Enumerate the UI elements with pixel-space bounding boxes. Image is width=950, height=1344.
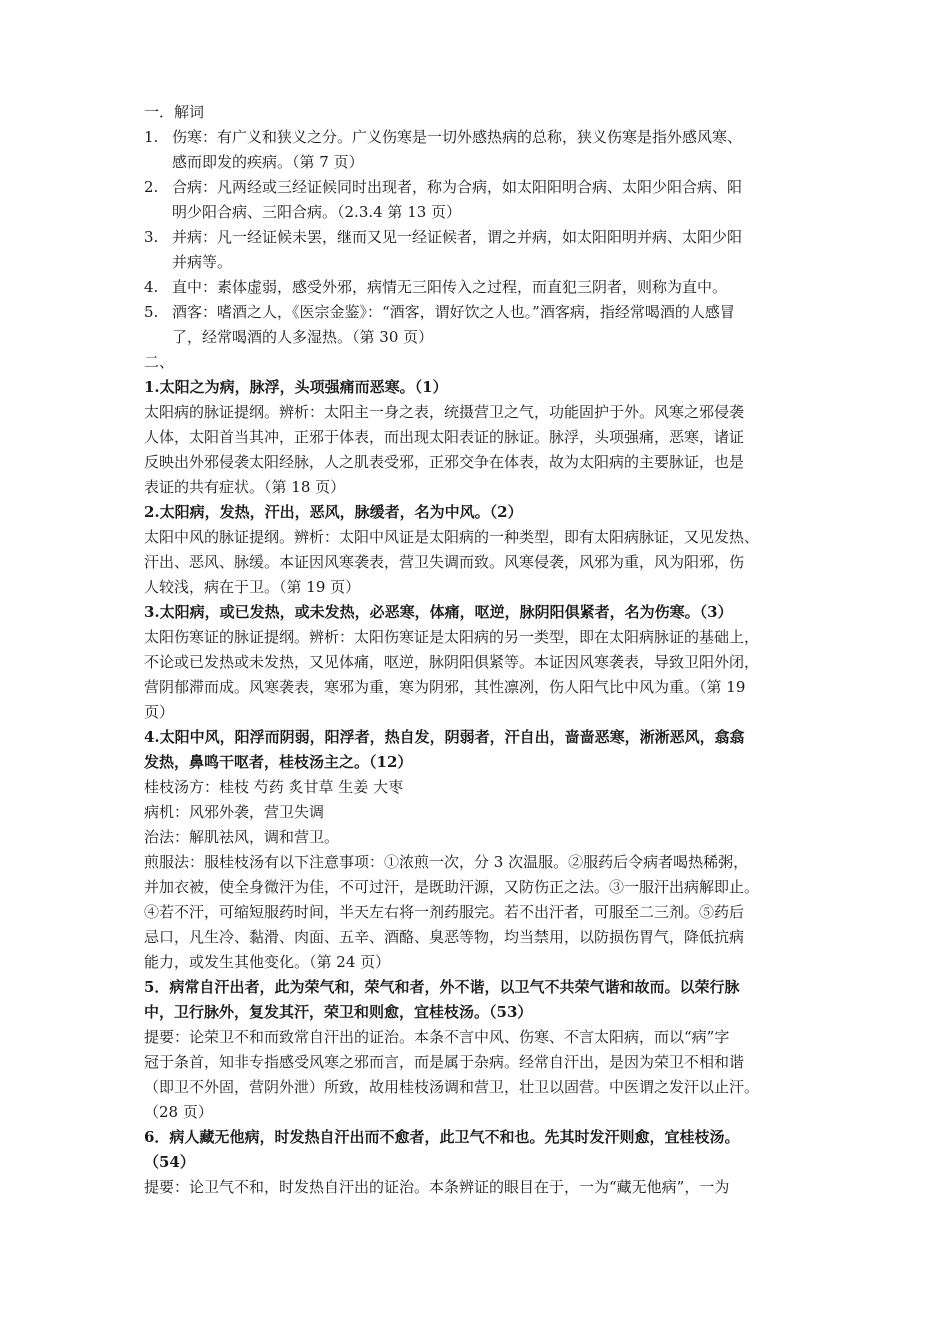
clause-body-line: 煎服法：服桂枝汤有以下注意事项：①浓煎一次，分 3 次温服。②服药后令病者喝热稀粥， [144, 853, 749, 871]
clause-body-line: ④若不汗，可缩短服药时间，半天左右将一剂药服完。若不出汗者，可服至二三剂。⑤药后 [144, 903, 745, 921]
term-item-2 [144, 175, 820, 225]
clause-body-line: 人较浅，病在于卫。（第 19 页） [144, 578, 361, 596]
clause-body-line: 并加衣被，使全身微汗为佳，不可过汗，是既助汗源，又防伤正之法。③一服汗出病解即止。 [144, 878, 760, 896]
clause-body-line: 提要：论荣卫不和而致常自汗出的证治。本条不言中风、伤寒、不言太阳病，而以“病”字 [144, 1028, 730, 1046]
clause-entry [144, 1125, 820, 1200]
clause-body-line: 不论或已发热或未发热，又见体痛，呕逆，脉阴阳俱紧等。本证因风寒袭表，导致卫阳外闭， [144, 653, 760, 671]
term-item-3 [144, 225, 820, 275]
clause-title-line: 1.太阳之为病，脉浮，头项强痛而恶寒。（1） [144, 378, 448, 396]
term-item-1 [144, 125, 820, 175]
term-line: 合病：凡两经或三经证候同时出现者，称为合病，如太阳阳明合病、太阳少阳合病、阳 [172, 178, 743, 196]
term-line: 感而即发的疾病。（第 7 页） [172, 153, 364, 171]
clause-body-line: 提要：论卫气不和，时发热自汗出的证治。本条辨证的眼目在于，一为“藏无他病”，一为 [144, 1178, 730, 1196]
term-item-4 [144, 275, 820, 300]
term-number: 5. [144, 303, 159, 321]
term-item-5 [144, 300, 820, 350]
clause-body-line: 人体，太阳首当其冲，正邪于体表，而出现太阳表证的脉证。脉浮，头项强痛，恶寒，诸证 [144, 428, 745, 446]
clause-body-line: 病机：风邪外袭，营卫失调 [144, 803, 325, 821]
clause-title-line: 5．病常自汗出者，此为荣气和，荣气和者，外不谐，以卫气不共荣气谐和故而。以荣行脉 [144, 978, 740, 996]
term-line: 伤寒：有广义和狭义之分。广义伤寒是一切外感热病的总称，狭义伤寒是指外感风寒、 [172, 128, 743, 146]
term-number: 2. [144, 178, 159, 196]
clause-entry [144, 375, 820, 500]
clause-body-line: 忌口，凡生冷、黏滑、肉面、五辛、酒酪、臭恶等物，均当禁用，以防损伤胃气，降低抗病 [144, 928, 745, 946]
clause-body-line: 治法：解肌祛风，调和营卫。 [144, 828, 340, 846]
clause-title-line: 4.太阳中风，阳浮而阴弱，阳浮者，热自发，阴弱者，汗自出，啬啬恶寒，淅淅恶风，翕翕 [144, 728, 745, 746]
clause-entry [144, 975, 820, 1125]
clause-list [144, 375, 820, 1200]
clause-title-line: 3.太阳病，或已发热，或未发热，必恶寒，体痛，呕逆，脉阴阳俱紧者，名为伤寒。（3） [144, 603, 733, 621]
term-line: 了，经常喝酒的人多湿热。（第 30 页） [172, 328, 434, 346]
clause-title-line: 发热，鼻鸣干呕者，桂枝汤主之。（12） [144, 753, 413, 771]
term-number: 3. [144, 228, 159, 246]
section-2-heading: 二、 [144, 353, 175, 371]
clause-title-line: 中，卫行脉外，复发其汗，荣卫和则愈，宜桂枝汤。（53） [144, 1003, 533, 1021]
clause-entry [144, 600, 820, 725]
clause-body-line: （即卫不外固，营阴外泄）所致，故用桂枝汤调和营卫，壮卫以固营。中医谓之发汗以止汗。 [144, 1078, 760, 1096]
clause-body-line: （28 页） [144, 1103, 213, 1121]
term-line: 并病：凡一经证候未罢，继而又见一经证候者，谓之并病，如太阳阳明并病、太阳少阳 [172, 228, 743, 246]
clause-body-line: 桂枝汤方：桂枝 芍药 炙甘草 生姜 大枣 [144, 778, 404, 796]
clause-body-line: 反映出外邪侵袭太阳经脉，人之肌表受邪，正邪交争在体表，故为太阳病的主要脉证，也是 [144, 453, 745, 471]
document-page [144, 100, 820, 1200]
term-line: 酒客：嗜酒之人，《医宗金鉴》：“酒客，谓好饮之人也。”酒客病，指经常喝酒的人感冒 [172, 303, 735, 321]
clause-title-line: 2.太阳病，发热，汗出，恶风，脉缓者，名为中风。（2） [144, 503, 523, 521]
clause-body-line: 太阳病的脉证提纲。辨析：太阳主一身之表，统摄营卫之气，功能固护于外。风寒之邪侵袭 [144, 403, 745, 421]
clause-body-line: 太阳伤寒证的脉证提纲。辨析：太阳伤寒证是太阳病的另一类型，即在太阳病脉证的基础上， [144, 628, 760, 646]
clause-body-line: 能力，或发生其他变化。（第 24 页） [144, 953, 391, 971]
clause-entry [144, 500, 820, 600]
term-line: 直中：素体虚弱，感受外邪，病情无三阳传入之过程，而直犯三阴者，则称为直中。 [172, 278, 728, 296]
clause-body-line: 汗出、恶风、脉缓。本证因风寒袭表，营卫失调而致。风寒侵袭，风邪为重，风为阳邪，伤 [144, 553, 745, 571]
clause-title-line: 6．病人藏无他病，时发热自汗出而不愈者，此卫气不和也。先其时发汗则愈，宜桂枝汤。 [144, 1128, 740, 1146]
section-1-heading: 一．解词 [144, 103, 205, 121]
clause-body-line: 页） [144, 703, 175, 721]
term-number: 1. [144, 128, 159, 146]
clause-body-line: 营阴郁滞而成。风寒袭表，寒邪为重，寒为阴邪，其性凛冽，伤人阳气比中风为重。（第 19 [144, 678, 746, 696]
clause-body-line: 表证的共有症状。（第 18 页） [144, 478, 346, 496]
term-number: 4. [144, 278, 159, 296]
term-list [144, 125, 820, 350]
clause-body-line: 太阳中风的脉证提纲。辨析：太阳中风证是太阳病的一种类型，即有太阳病脉证，又见发热、 [144, 528, 760, 546]
term-line: 并病等。 [172, 253, 233, 271]
clause-body-line: 冠于条首，知非专指感受风寒之邪而言，而是属于杂病。经常自汗出，是因为荣卫不相和谐 [144, 1053, 745, 1071]
clause-title-line: （54） [144, 1153, 195, 1171]
term-line: 明少阳合病、三阳合病。（2.3.4 第 13 页） [172, 203, 462, 221]
clause-entry [144, 725, 820, 975]
